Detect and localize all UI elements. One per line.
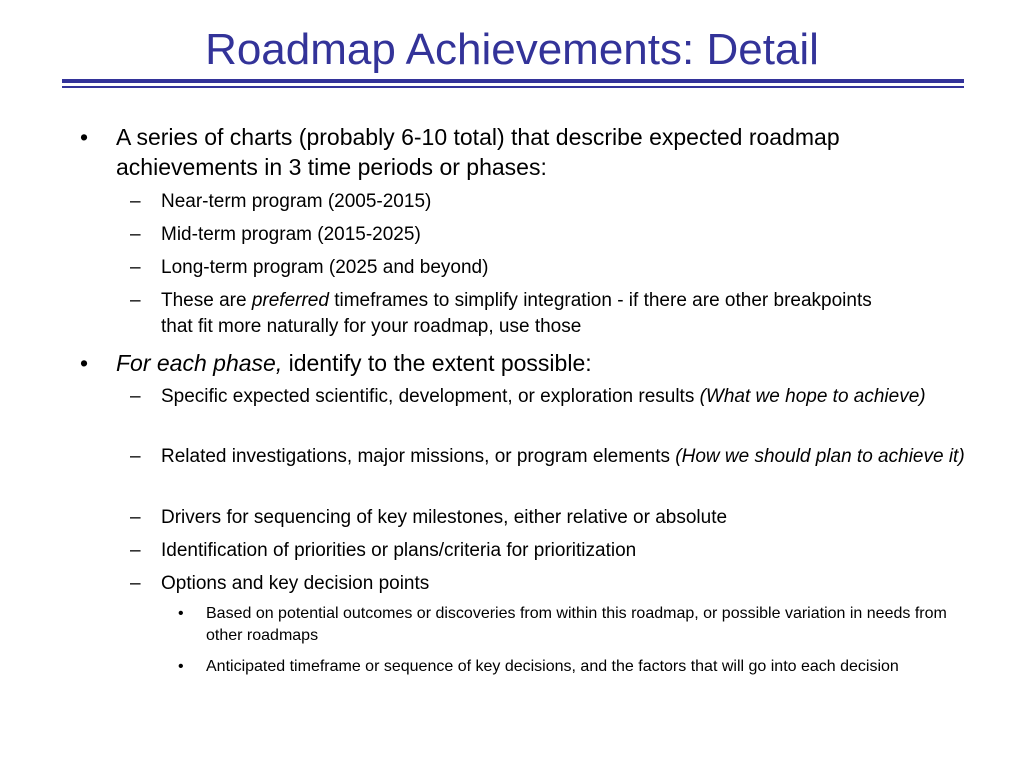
dash-marker: – [130, 386, 141, 407]
dash-marker: – [130, 446, 141, 467]
subitem-long-term: Long-term program (2025 and beyond) [161, 257, 489, 278]
subitem-emphasis: (What we hope to achieve) [699, 386, 926, 407]
dash-marker: – [130, 224, 141, 245]
pref-text-em: preferred [251, 290, 329, 311]
subitem-emphasis: (How we should plan to achieve it) [675, 446, 965, 467]
dash-marker: – [130, 191, 141, 212]
pref-text-a: These are [161, 290, 252, 311]
sub-bullet-marker: • [178, 605, 184, 622]
dash-marker: – [130, 573, 141, 594]
dash-marker: – [130, 507, 141, 528]
subitem-text: Specific expected scientific, development, or exploration results [161, 386, 700, 407]
bullet-2-text [116, 348, 946, 378]
bullet-marker: • [80, 124, 89, 150]
subitem-text: Related investigations, major missions, or program elements [161, 446, 676, 467]
subitem-near-term: Near-term program (2005-2015) [161, 191, 432, 212]
dash-marker: – [130, 257, 141, 278]
subitem-priorities: Identification of priorities or plans/criteria for prioritization [161, 540, 637, 561]
dash-marker: – [130, 290, 141, 311]
slide-title: Roadmap Achievements: Detail [205, 25, 819, 74]
subitem-expected-results [161, 384, 966, 410]
bullet-2-em: For each phase, [116, 350, 283, 376]
bullet-1-text: A series of charts (probably 6-10 total) that describe expected roadmap achievements in 3 time periods or phases: [116, 124, 840, 180]
sub-bullet-marker: • [178, 658, 184, 675]
subsubitem-timeframe: Anticipated timeframe or sequence of key decisions, and the factors that will go into each decision [206, 658, 899, 675]
subsubitem-outcomes: Based on potential outcomes or discoveries from within this roadmap, or possible variation in needs from other roadmaps [206, 605, 947, 644]
subitem-mid-term: Mid-term program (2015-2025) [161, 224, 421, 245]
subitem-related-investigations [161, 444, 966, 470]
pref-text-b: timeframes to simplify integration - if there are other breakpoints that fit more naturally for your roadmap, use those [161, 290, 872, 337]
bullet-marker: • [80, 350, 89, 376]
subitem-preferred-timeframes [161, 288, 899, 340]
subitem-options: Options and key decision points [161, 573, 430, 594]
bullet-2-rest: identify to the extent possible: [282, 350, 592, 376]
dash-marker: – [130, 540, 141, 561]
subitem-drivers: Drivers for sequencing of key milestones, either relative or absolute [161, 507, 728, 528]
